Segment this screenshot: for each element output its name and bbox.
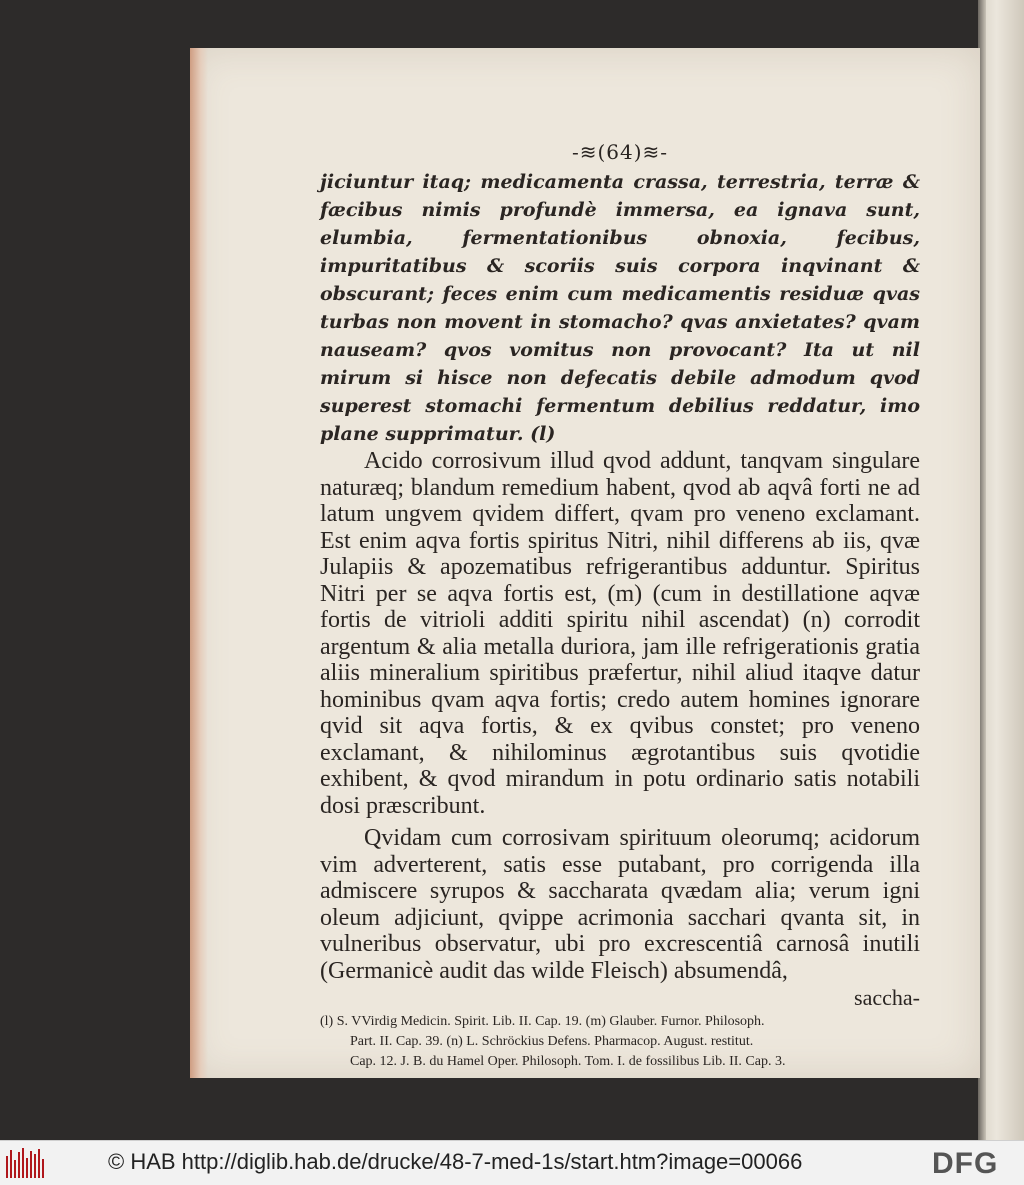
paragraph-qvidam: Qvidam cum corrosivam spirituum oleorumq; acidorum vim adverterent, satis esse putabant, pro corrigenda illa admiscere syrupos & saccharata qvædam alia; verum igni oleum adjiciunt, qvippe acrimonia sacchari qvanta sit, in vulneribus observatur, ubi pro excrescentiâ carnosâ inutili (Germanicè audit das wilde Fleisch) absumendâ, [320, 825, 920, 984]
viewer-footer [0, 1140, 1024, 1185]
copyright-url[interactable]: © HAB http://diglib.hab.de/drucke/48-7-med-1s/start.htm?image=00066 [108, 1149, 803, 1174]
italic-paragraph: jiciuntur itaq; medicamenta crassa, terrestria, terræ & fæcibus nimis profundè immersa, ea ignava sunt, elumbia, fermentationibus obnoxia, fecibus, impuritatibus & scoriis suis corpora inqvinant & obscurant; feces enim cum medicamentis residuæ qvas turbas non movent in stomacho? qvas anxietates? qvam nauseam? qvos vomitus non provocant? Ita ut nil mirum si hisce non defecatis debile admodum qvod superest stomachi fermentum debilius reddatur, imo plane supprimatur. (l) [320, 171, 920, 445]
paragraph-acido: Acido corrosivum illud qvod addunt, tanqvam singulare naturæq; blandum remedium habent, qvod ab aqvâ forti ne ad latum ungvem qvidem differt, qvam pro veneno exclamant. Est enim aqva fortis spiritus Nitri, nihil differens ab iis, qvæ Julapiis & apozematibus refrigerantibus adduntur. Spiritus Nitri per se aqva fortis est, (m) (cum in destillatione aqvæ fortis de vitrioli additi spiritu nihil ascendat) (n) corrodit argentum & alia metalla duriora, jam ille refrigerationis gratia aliis mineralium spiritibus præfertur, nihil aliud itaqve datur hominibus qvam aqva fortis; credo autem homines ignorare qvid sit aqva fortis, & ex qvibus constet; pro veneno exclamant, & nihilominus ægrotantibus suis qvotidie exhibent, & qvod mirandum in potu ordinario satis notabili dosi præscribunt. [320, 448, 920, 819]
footnote-line: Cap. 12. J. B. du Hamel Oper. Philosoph. Tom. I. de fossilibus Lib. II. Cap. 3. [350, 1054, 786, 1069]
dfg-logo[interactable]: DFG [932, 1147, 999, 1180]
page-text-block [320, 140, 920, 1072]
next-page-edge [978, 0, 1024, 1140]
catchword: saccha- [854, 985, 920, 1010]
book-page [190, 48, 980, 1078]
footnote-line: (l) S. VVirdig Medicin. Spirit. Lib. II. Cap. 19. (m) Glauber. Furnor. Philosoph. [320, 1014, 765, 1029]
hab-logo-icon[interactable] [6, 1148, 46, 1178]
footnotes [320, 1012, 920, 1072]
footnote-line: Part. II. Cap. 39. (n) L. Schröckius Defens. Pharmacop. August. restitut. [350, 1034, 754, 1049]
page-edge-stain [190, 48, 208, 1078]
page-number-header: -≋(64)≋- [571, 140, 669, 164]
